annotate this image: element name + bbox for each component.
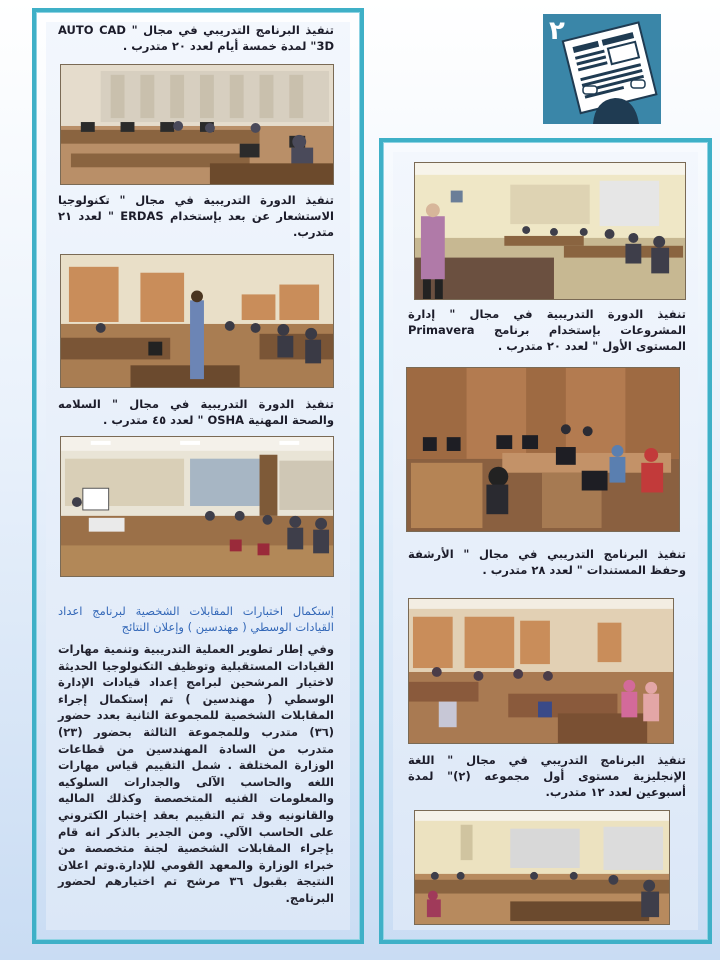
photo-erdas-training: [60, 254, 334, 388]
article-body: وفي إطار تطوير العملية التدريبية وتنمية مهارات القيادات المستقبلية وتوظيف التكنولوجيا الحديثة لاختيار المرشحين لبرامج إعداد قيادات الإدارة الوسطي ( مهندسين ) تم إستكمال إجراء المقابلات الشخصية للمجموعة الثانية بعدد حضور (٣٦) متدرب وللمجموعة الثالثة بحضور (٢٣) متدرب من السادة المهندسين من قطاعات الوزارة المختلفة . شمل التقييم قياس مهارات اللغه والحاسب الآلى والجدارات السلوكيه والمعلومات الفنيه المتخصصة وكذلك الماليه والقانونيه وقد تم التقييم بعقد إختبار الكتروني على الحاسب الآلي. ومن الجدير بالذكر انه قام بإجراء المقابلات الشخصية لجنة متخصصة من خبراء الوزارة والمعهد القومي للإدارة.وتم اعلان النتيجة بقبول ٣٦ مرشح تم اختيارهم لحضور البرنامج.: [58, 642, 334, 905]
caption-english: تنفيذ البرنامج التدريبي في مجال " اللغة الإنجليزية مستوى أول مجموعه (٢)" لمدة أسبوعين لعدد ١٢ متدرب.: [408, 753, 686, 799]
photo-primavera-training: [414, 162, 686, 300]
caption-erdas: تنفيذ الدورة التدريبية في مجال " تكنولوجيا الاستشعار عن بعد بإستخدام ERDAS " لعدد ٢١ متدرب.: [58, 193, 334, 239]
photo-autocad-training: [60, 64, 334, 185]
photo-english-training: [408, 598, 674, 744]
caption-primavera: تنفيذ الدورة التدريبية في مجال " إدارة المشروعات بإستخدام برنامج Primavera المستوى الأول " لعدد ٢٠ متدرب .: [408, 307, 686, 353]
article-title: إستكمال اختبارات المقابلات الشخصية لبرنامج اعداد القيادات الوسطي ( مهندسين ) وإعلان النتائج: [58, 604, 334, 634]
photo-classroom-session: [414, 810, 670, 925]
photo-osha-training: [60, 436, 334, 577]
caption-autocad: تنفيذ البرنامج التدريبي في مجال " AUTO CAD 3D" لمدة خمسة أيام لعدد ٢٠ متدرب .: [58, 23, 334, 53]
caption-archiving: تنفيذ البرنامج التدريبي في مجال " الأرشفة وحفظ المستندات " لعدد ٢٨ متدرب .: [408, 547, 686, 577]
badge-number: ٢: [549, 16, 565, 46]
photo-archiving-training: [406, 367, 680, 532]
section-number-badge: [543, 14, 661, 124]
caption-osha: تنفيذ الدورة التدريبية في مجال " السلامه والصحة المهنية OSHA " لعدد ٤٥ متدرب .: [58, 397, 334, 427]
